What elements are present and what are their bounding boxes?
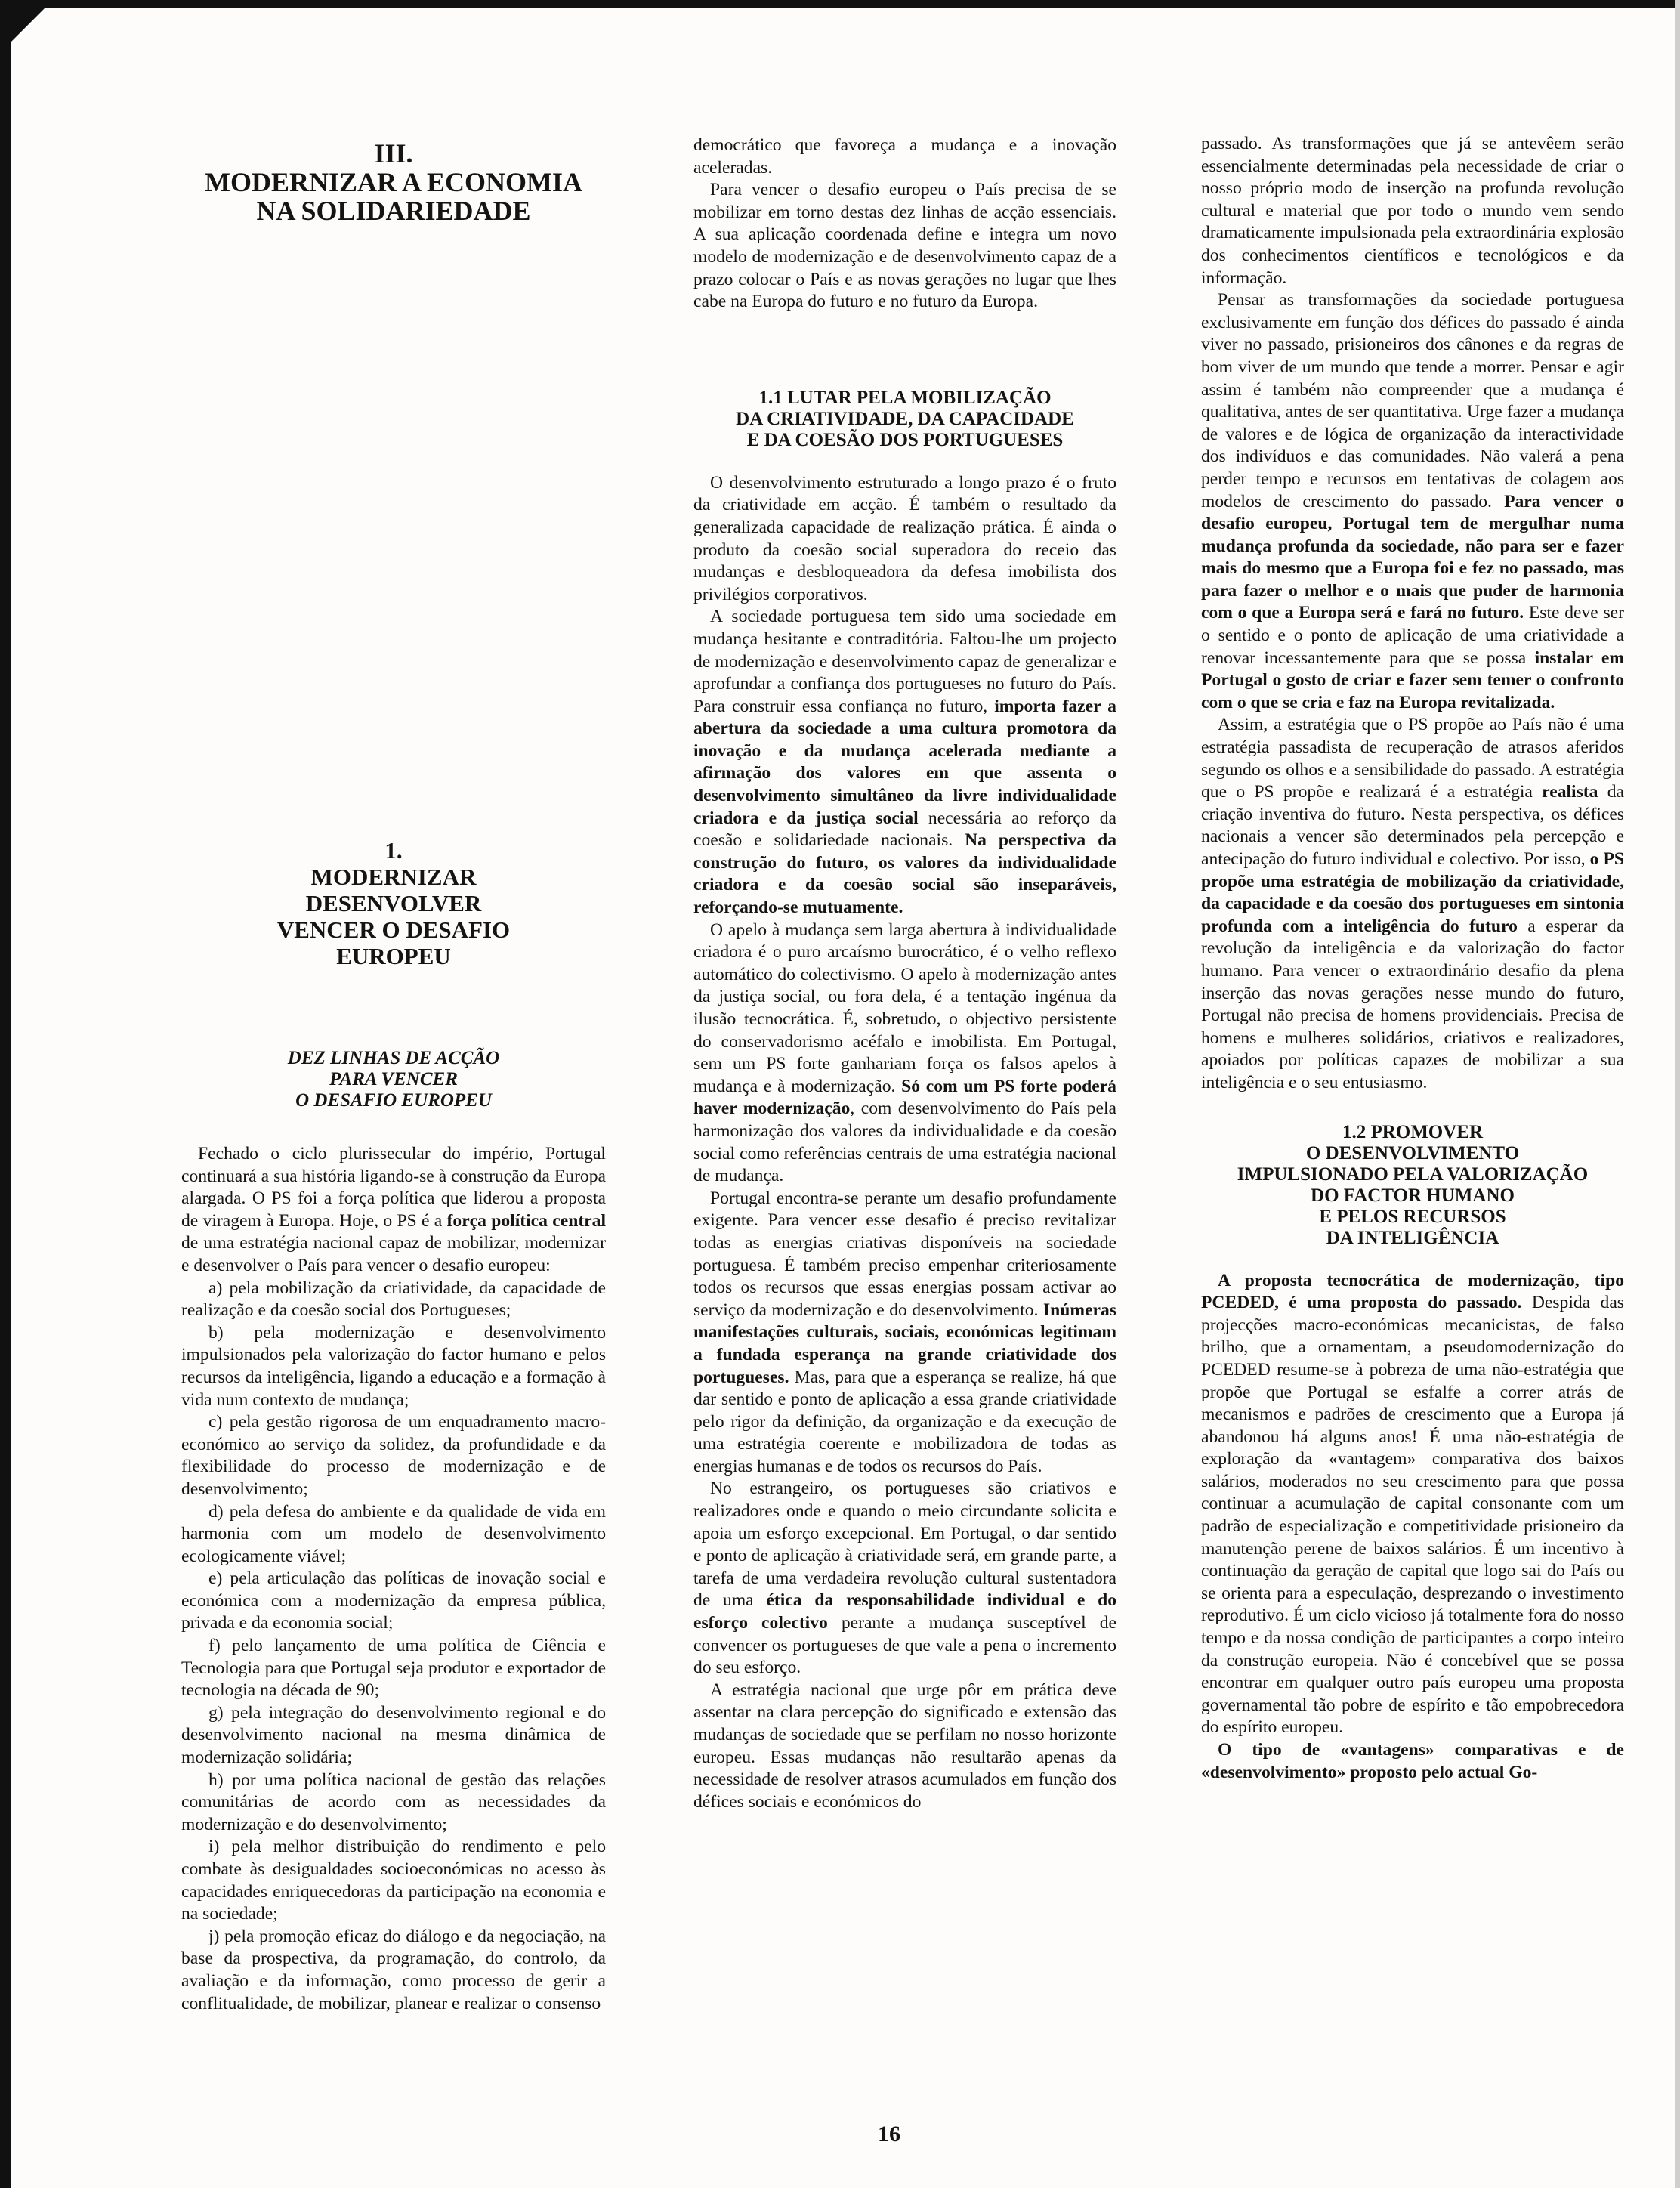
paragraph: Para vencer o desafio europeu o País precisa de se mobilizar em torno destas dez linhas de acção essenciais. A sua aplicação coordenada define e integra um novo modelo de modernização e de desenvolvimento capaz de a prazo colocar o País e as novas gerações no lugar que lhes cabe na Europa do futuro e no futuro da Europa. [693,180,1116,312]
text-run: Assim, a estratégia que o PS propõe ao País não é uma estratégia passadista de recuperação de atrasos aferidos segundo os olhos e a sensibilidade do passado. A estratégia que o PS propõe e realizará é a estratégia [1201,715,1624,802]
bold-text: Na perspectiva da construção do futuro, os valores da individualidade criadora e da coesão social são inseparáveis, reforçando-se mutuamente. [693,830,1116,918]
text-run: Portugal encontra-se perante um desafio profundamente exigente. Para vencer esse desafio é preciso revitalizar todas as energias criativas disponíveis na sociedade portuguesa. É também preciso empenhar criteriosamente todos os recursos que essas energias possam activar ao serviço da modernização e do desenvolvimento. [693,1188,1116,1320]
page-number: 16 [878,2122,900,2146]
bold-text: força política central [446,1210,607,1231]
bold-text: instalar em Portugal o gosto de criar e fazer sem temer o confronto com o que se cria e faz na Europa revitalizada. [1201,647,1624,712]
heading-line: DA INTELIGÊNCIA [1326,1227,1499,1248]
paragraph [1201,714,1624,1094]
text-run: O apelo à mudança sem larga abertura à individualidade criadora é o puro arcaísmo burocrático, é o velho reflexo automático do colectivismo. O apelo à modernização antes da justiça social, ou fora dela, é a tentação ingénua da ilusão tecnocrática. É, sobretudo, o objectivo persistente do conservadorismo acéfalo e imobilista. Em Portugal, sem um PS forte ganhariam força os falsos apelos à mudança e à modernização. [693,919,1116,1096]
text-run: A sociedade portuguesa tem sido uma sociedade em mudança hesitante e contraditória. Faltou-lhe um projecto de modernização e desenvolvimento capaz de generalizar e aprofundar a confiança dos portugueses no futuro do País. Para construir essa confiança no futuro, [693,607,1116,716]
text-run: , com desenvolvimento do País pela harmonização dos valores da individualidade e da coesão social como referências centrais de uma estratégia nacional de mudança. [693,1099,1116,1186]
text-run: Pensar as transformações da sociedade portuguesa exclusivamente em função dos défices do passado é ainda viver no passado, prisioneiros dos cânones e da regras de bom viver de um mundo que tende a morrer. Pensar e agir assim é também não compreender que a mudança é qualitativa, antes de ser quantitativa. Urge fazer a mudança de valores e de lógica de organização da interactividade dos indivíduos e das comunidades. Não valerá a pena perder tempo e recursos em tentativas de colagem aos modelos de crescimento do passado. [1201,290,1624,511]
text-run: Este deve ser o sentido e o ponto de aplicação de uma criatividade a renovar incessantemente para que se possa [1201,603,1624,668]
paragraph [1201,1270,1624,1739]
paragraph: democrático que favoreça a mudança e a inovação aceleradas. [693,135,1116,178]
heading-line: 1.2 PROMOVER [1342,1121,1484,1142]
paragraph [693,1478,1116,1679]
bold-text: A proposta tecnocrática de modernização, tipo PCEDED, é uma proposta do passado. [1201,1270,1624,1313]
subsection-title-line: O DESAFIO EUROPEU [295,1090,492,1111]
paragraph [693,919,1116,1188]
section-number: 1. [384,837,403,864]
scan-corner [0,0,53,53]
text-run: necessária ao reforço da coesão e solidariedade nacionais. [693,808,1116,851]
list-item: j) pela promoção eficaz do diálogo e da negociação, na base da prospectiva, da programação, do controlo, da avaliação e da informação, como processo de gerir a conflitualidade, de mobilizar, planear e realizar o consenso [181,1926,606,2013]
heading-line: E PELOS RECURSOS [1319,1206,1506,1227]
scan-edge-right [1675,0,1680,2188]
section-title-line: VENCER O DESAFIO [276,916,511,943]
bold-text: Inúmeras manifestações culturais, sociais, económicas legitimam a fundada esperança na grande criatividade dos portugueses. [693,1300,1116,1387]
subsection-title-line: DEZ LINHAS DE ACÇÃO [287,1048,500,1068]
column-3 [1201,133,1624,1784]
bold-text: o PS propõe uma estratégia de mobilização da criatividade, da capacidade e da coesão dos portugueses em sintonia profunda com a inteligência do futuro [1201,849,1625,936]
paragraph [1201,1739,1624,1784]
bold-text: importa fazer a abertura da sociedade a uma cultura promotora da inovação e da mudança acelerada mediante a afirmação dos valores em que assenta o desenvolvimento simultâneo da livre individualidade criadora e da justiça social [693,696,1116,828]
heading-line: DA CRIATIVIDADE, DA CAPACIDADE [736,408,1074,429]
heading-1-1 [693,388,1116,451]
column-1 [181,130,606,2015]
text-run: perante a mudança susceptível de convencer os portugueses de que vale a pena o incremento do seu esforço. [693,1613,1116,1678]
text-run: No estrangeiro, os portugueses são criativos e realizadores onde e quando o meio circundante solicita e apoia um esforço excepcional. Em Portugal, o dar sentido e ponto de aplicação à criatividade será, em grande parte, a tarefa de uma verdadeira revolução cultural sustentadora de uma [693,1479,1116,1611]
section-title-line: DESENVOLVER [305,890,482,916]
chapter-title-line: MODERNIZAR A ECONOMIA [204,167,583,197]
section-title-line: MODERNIZAR [310,864,477,890]
bold-text: realista [1542,782,1598,802]
scan-edge-top [0,0,1680,8]
text-run: Despida das projecções macro-económicas mecanicistas, de falso brilho, que a ornamentam, a pseudomodernização do PCEDED resume-se à pobreza de uma não-estratégia que propõe que Portugal se esfalfe a correr atrás de mecanismos e padrões de crescimento que a Europa já abandonou há alguns anos! É uma não-estratégia de exploração da «vantagem» comparativa dos baixos salários, moderados no seu crescimento para que possa continuar a acumulação de capital consonante com um padrão de especialização e competitividade prisioneiro da manutenção perene de baixos salários. É um incentivo à continuação da geração de capital que logo sai do País ou se orienta para a especulação, desprezando o investimento reprodutivo. É um ciclo vicioso já totalmente fora do nosso tempo e da nossa condição de participantes a corpo inteiro da construção europeia. Não é concebível que se possa encontrar em qualquer outro país europeu uma proposta governamental tão pobre de espírito e tão empobrecedora do espírito europeu. [1201,1293,1624,1738]
list-item: c) pela gestão rigorosa de um enquadramento macro-económico ao serviço da solidez, da profundidade e da flexibilidade do processo de modernização e de desenvolvimento; [181,1412,606,1499]
chapter-title [181,139,606,225]
list-item: e) pela articulação das políticas de inovação social e económica com a modernização da empresa pública, privada e da economia social; [181,1568,606,1633]
paragraph [693,606,1116,919]
list-item: i) pela melhor distribuição do rendimento e pelo combate às desigualdades socioeconómicas no acesso às capacidades enriquecedoras da participação na economia e na sociedade; [181,1837,606,1924]
heading-line: IMPULSIONADO PELA VALORIZAÇÃO [1237,1164,1589,1185]
list-item: f) pelo lançamento de uma política de Ciência e Tecnologia para que Portugal seja produtor e exportador de tecnologia na década de 90; [181,1636,606,1701]
heading-line: 1.1 LUTAR PELA MOBILIZAÇÃO [758,387,1052,408]
paragraph [1201,289,1624,714]
list-item: a) pela mobilização da criatividade, da capacidade de realização e da coesão social dos Portugueses; [181,1278,606,1321]
paragraph [181,1143,606,1278]
heading-line: E DA COESÃO DOS PORTUGUESES [746,429,1064,450]
text-run: a esperar da revolução da inteligência e da valorização do factor humano. Para vencer o extraordinário desafio da plena inserção das novas gerações nesse mundo do futuro, Portugal não precisa de homens providenciais. Precisa de homens e mulheres solidários, criativos e realizadores, apoiados por políticas capazes de mobilizar a sua inteligência e o seu entusiasmo. [1201,916,1624,1092]
heading-1-2 [1201,1122,1624,1249]
bold-text: O tipo de «vantagens» comparativas e de «desenvolvimento» proposto pelo actual Go- [1201,1740,1624,1782]
list-item: b) pela modernização e desenvolvimento impulsionados pela valorização do factor humano e pelos recursos da inteligência, ligando a educação e a formação à vida num contexto de mudança; [181,1322,606,1410]
chapter-title-line: NA SOLIDARIEDADE [256,196,531,226]
paragraph: passado. As transformações que já se antevêem serão essencialmente determinadas pela necessidade de criar o nosso próprio modo de inserção na profunda revolução cultural e material que por todo o mundo vem sendo dramaticamente impulsionada pela extraordinária explosão dos conhecimentos científicos e tecnológicos e da informação. [1201,134,1624,288]
paragraph [693,1188,1116,1479]
chapter-number: III. [374,138,413,168]
section-title [181,837,606,969]
column-2 [693,134,1116,1813]
heading-line: O DESENVOLVIMENTO [1305,1142,1520,1164]
bold-text: Só com um PS forte poderá haver modernização [693,1076,1116,1119]
text-run: da criação inventiva do futuro. Nesta perspectiva, os défices nacionais a vencer são determinados pela percepção e antecipação do futuro individual e colectivo. Por isso, [1201,782,1624,869]
subsection-title-line: PARA VENCER [329,1069,458,1089]
list-item: d) pela defesa do ambiente e da qualidade de vida em harmonia com um modelo de desenvolvimento ecologicamente viável; [181,1501,606,1566]
bold-text: ética da responsabilidade individual e do esforço colectivo [693,1590,1117,1633]
text-run: Mas, para que a esperança se realize, há que dar sentido e ponto de aplicação a essa grande criatividade pelo rigor da definição, da organização e da execução de uma estratégia coerente e mobilizadora de todas as energias humanas e de todos os recursos do País. [693,1367,1116,1476]
bold-text: Para vencer o desafio europeu, Portugal tem de mergulhar numa mudança profunda da sociedade, não para ser e fazer mais do mesmo que a Europa foi e fez no passado, mas para fazer o melhor e o mais que puder de harmonia com o que a Europa será e fará no futuro. [1201,491,1625,623]
subsection-title [181,1048,606,1111]
text-run: Fechado o ciclo plurissecular do império, Portugal continuará a sua história ligando-se à construção da Europa alargada. O PS foi a força política que liderou a proposta de viragem à Europa. Hoje, o PS é a [181,1144,606,1231]
section-title-line: EUROPEU [336,943,451,969]
list-item: h) por uma política nacional de gestão das relações comunitárias de acordo com as necessidades da modernização e do desenvolvimento; [181,1769,606,1834]
list-item: g) pela integração do desenvolvimento regional e do desenvolvimento nacional na mesma dinâmica de modernização solidária; [181,1702,606,1768]
paragraph: O desenvolvimento estruturado a longo prazo é o fruto da criatividade em acção. É também o resultado da generalizada capacidade de realização prática. É ainda o produto da coesão social superadora do receio das mudanças e desbloqueadora da defesa imobilista dos privilégios corporativos. [693,472,1116,604]
scan-edge-left [0,0,11,2188]
heading-line: DO FACTOR HUMANO [1311,1185,1515,1206]
paragraph: A estratégia nacional que urge pôr em prática deve assentar na clara percepção do significado e extensão das mudanças de sociedade que se perfilam no nosso horizonte europeu. Essas mudanças não resultarão apenas da necessidade de resolver atrasos acumulados em função dos défices sociais e económicos do [693,1680,1116,1812]
text-run: de uma estratégia nacional capaz de mobilizar, modernizar e desenvolver o País para vencer o desafio europeu: [181,1233,606,1275]
